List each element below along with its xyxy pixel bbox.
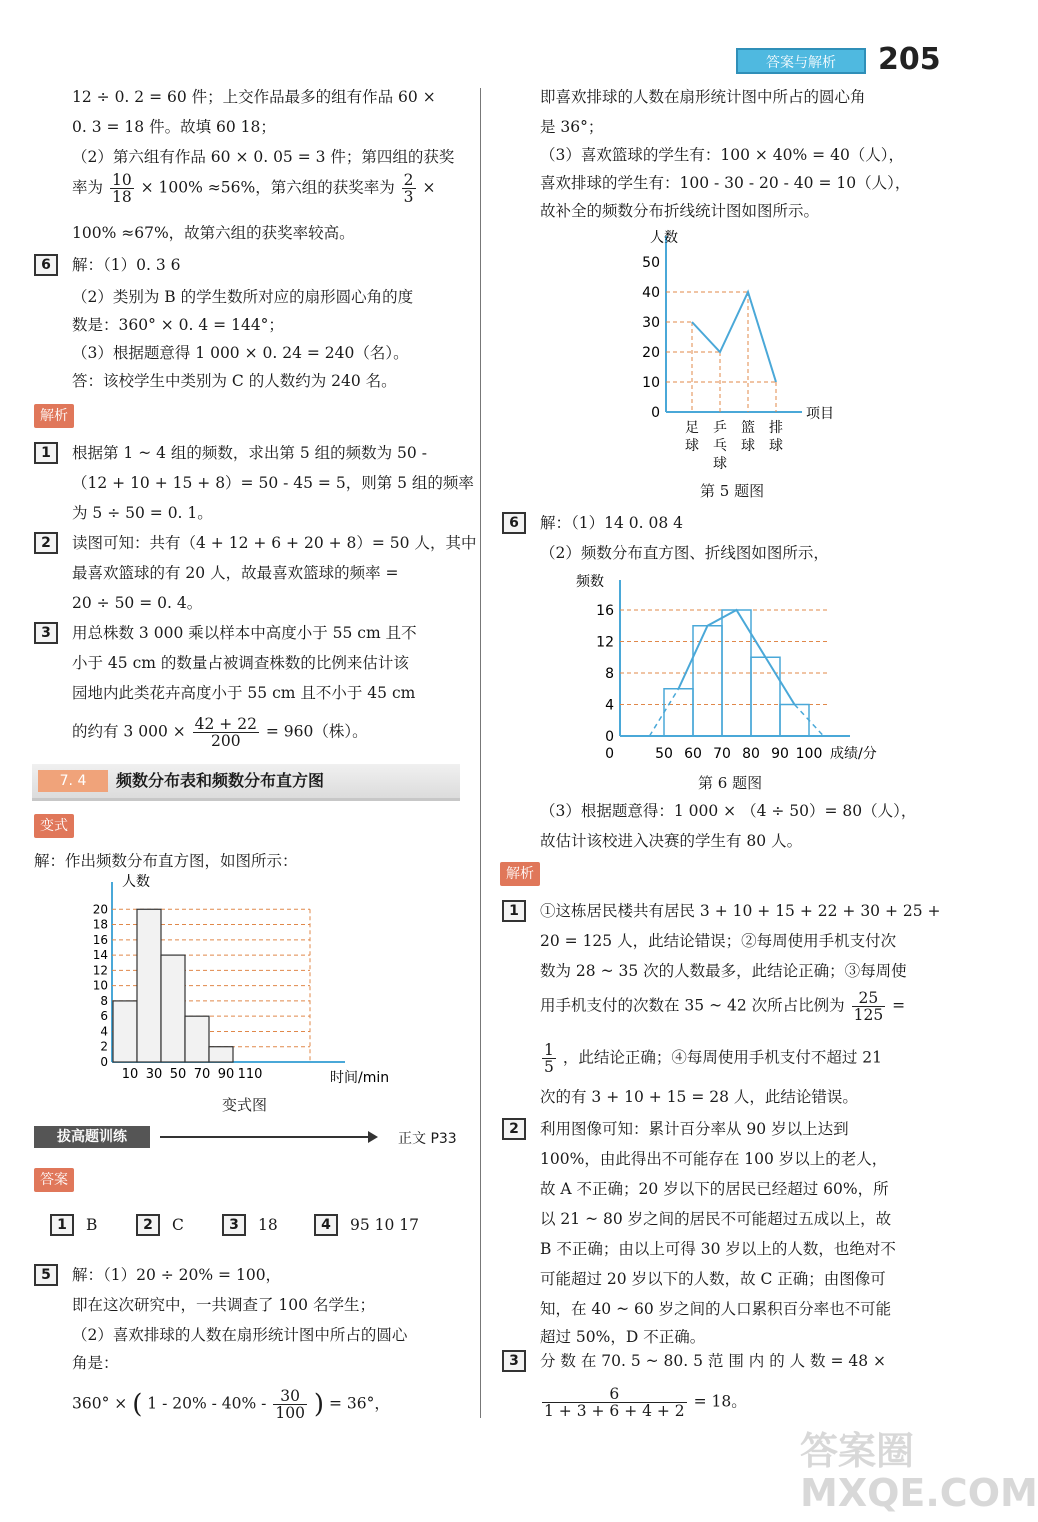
- header-tab: 答案与解析: [736, 48, 866, 74]
- y-axis-label: 人数: [122, 874, 150, 890]
- x-tick-label: 球: [685, 438, 699, 454]
- bar: [780, 705, 809, 737]
- column-divider: [480, 88, 481, 1418]
- text-line: 12 ÷ 0. 2 = 60 件；上交作品最多的组有作品 60 ×: [72, 88, 436, 106]
- x-tick-label: 球: [741, 438, 755, 454]
- y-tick-label: 2: [100, 1039, 108, 1054]
- bar: [113, 1001, 137, 1062]
- origin-label: 0: [605, 746, 614, 762]
- frac-line: 用手机支付的次数在 35 ~ 42 次所占比例为 $\frac{25}{125}$ =: [540, 989, 906, 1024]
- x-axis-label: 项目: [806, 406, 834, 422]
- question-number: 1: [502, 900, 526, 922]
- fraction: $\frac{10}{18}$: [111, 171, 132, 206]
- fraction: $\frac{42 + 22}{200}$: [194, 715, 257, 750]
- text-line: 即在这次研究中，一共调查了 100 名学生；: [72, 1296, 375, 1314]
- x-tick-label: 足: [685, 420, 699, 436]
- text-line: （2）频数分布直方图、折线图如图所示，: [540, 544, 829, 562]
- frac-line: 率为 $\frac{10}{18}$ × 100% ≈56%，第六组的获奖率为 $\frac{2}{3}$ ×: [72, 171, 436, 206]
- y-tick-label: 6: [100, 1009, 108, 1024]
- text-line: （3）根据题意得 1 000 × 0. 24 = 240（名）。: [72, 344, 409, 362]
- series-line: [692, 292, 776, 382]
- y-tick-label: 8: [605, 666, 614, 682]
- y-tick-label: 50: [642, 255, 660, 271]
- text-line: B 不正确；由以上可得 30 岁以上的人数，也绝对不: [540, 1240, 896, 1258]
- page-number: 205: [878, 42, 941, 77]
- y-tick-label: 14: [92, 948, 108, 963]
- text-line: 20 ÷ 50 = 0. 4。: [72, 594, 203, 612]
- text-line: 解：（1）0. 3 6: [72, 256, 181, 274]
- question-number: 2: [502, 1118, 526, 1140]
- bar: [664, 689, 693, 736]
- y-tick-label: 8: [100, 993, 108, 1008]
- text-line: 以 21 ~ 80 岁之间的居民不可能超过五成以上，故: [540, 1210, 892, 1228]
- text-line: 喜欢排球的学生有：100 - 30 - 20 - 40 = 10（人），: [540, 174, 911, 192]
- text-line: 故补全的频数分布折线统计图如图所示。: [540, 202, 820, 220]
- text-line: 解：（1）20 ÷ 20% = 100，: [72, 1266, 282, 1284]
- watermark: 答案圈 MXQE.COM: [800, 1429, 1038, 1515]
- x-tick-label: 90: [217, 1067, 235, 1082]
- answer-value: 95 10 17: [350, 1216, 420, 1234]
- text-line: 数是：360° × 0. 4 = 144°；: [72, 316, 284, 334]
- chart-caption: 第 6 题图: [698, 774, 763, 792]
- x-tick-label: 球: [769, 438, 783, 454]
- y-tick-label: 16: [596, 603, 614, 619]
- bar: [209, 1047, 233, 1062]
- text-line: （3）喜欢篮球的学生有：100 × 40% = 40（人），: [540, 146, 905, 164]
- bar: [185, 1016, 209, 1062]
- text-line: （2）类别为 B 的学生数所对应的扇形圆心角的度: [72, 288, 414, 306]
- section-title: 频数分布表和频数分布直方图: [116, 771, 325, 790]
- text-line: 读图可知：共有（4 + 12 + 6 + 20 + 8）= 50 人，其中: [72, 534, 477, 552]
- fraction: $\frac{6}{1 + 3 + 6 + 4 + 2}$: [544, 1385, 685, 1420]
- answer-tag: 答案: [34, 1168, 74, 1192]
- analysis-tag: 解析: [34, 404, 74, 428]
- text-line: 最喜欢篮球的有 20 人，故最喜欢篮球的频率 =: [72, 564, 399, 582]
- bar: [751, 657, 780, 736]
- y-tick-label: 0: [100, 1055, 108, 1069]
- y-tick-label: 4: [605, 697, 614, 714]
- x-axis-label: 成绩/分: [830, 746, 877, 762]
- arrow-line: [160, 1136, 372, 1138]
- arrow-head-icon: [368, 1131, 378, 1143]
- text-line: 故估计该校进入决赛的学生有 80 人。: [540, 832, 803, 850]
- text-line: 100% ≈67%，故第六组的获奖率较高。: [72, 224, 355, 242]
- answer-number: 1: [50, 1214, 74, 1236]
- x-tick-label: 70: [193, 1067, 211, 1082]
- answer-value: 18: [258, 1216, 278, 1234]
- text-line: 答：该校学生中类别为 C 的人数约为 240 名。: [72, 372, 397, 390]
- question-number: 2: [34, 532, 58, 554]
- bar: [693, 626, 722, 736]
- text-line: （2）第六组有作品 60 × 0. 05 = 3 件；第四组的获奖: [72, 148, 455, 166]
- question-number: 3: [34, 622, 58, 644]
- training-label: 拔高题训练: [34, 1126, 150, 1148]
- y-tick-label: 0: [605, 729, 614, 745]
- histogram-q6: [560, 566, 900, 766]
- bar: [137, 909, 161, 1062]
- y-axis-label: 频数: [576, 574, 604, 590]
- variant-tag: 变式: [34, 814, 74, 838]
- x-tick-label: 80: [742, 746, 760, 762]
- section-header: [32, 764, 460, 801]
- frac-line: 的约有 3 000 × $\frac{42 + 22}{200}$ = 960（株）。: [72, 715, 368, 750]
- text-line: 分 数 在 70. 5 ~ 80. 5 范 围 内 的 人 数 = 48 ×: [540, 1352, 887, 1370]
- fraction: $\frac{25}{125}$: [853, 989, 884, 1024]
- text-line: 次的有 3 + 10 + 15 = 28 人，此结论错误。: [540, 1088, 858, 1106]
- text-line: 数为 28 ~ 35 次的人数最多，此结论正确；③每周使: [540, 962, 907, 980]
- text-line: 即喜欢排球的人数在扇形统计图中所占的圆心角: [540, 88, 866, 106]
- chart-caption: 第 5 题图: [700, 482, 765, 500]
- formula-line: 360° × ( 1 - 20% - 40% - $\frac{30}{100}$ ) = 36°，: [72, 1387, 390, 1422]
- text-line: 可能超过 20 岁以下的人数，故 C 正确；由图像可: [540, 1270, 886, 1288]
- chart-caption: 变式图: [222, 1096, 268, 1114]
- analysis-tag: 解析: [500, 862, 540, 886]
- text-line: 园地内此类花卉高度小于 55 cm 且不小于 45 cm: [72, 684, 416, 702]
- line-chart-q5: [610, 222, 850, 478]
- text-line: ①这栋居民楼共有居民 3 + 10 + 15 + 22 + 30 + 25 +: [540, 902, 941, 920]
- y-tick-label: 20: [92, 902, 108, 917]
- text-line: 为 5 ÷ 50 = 0. 1。: [72, 504, 213, 522]
- text-line: 小于 45 cm 的数量占被调查株数的比例来估计该: [72, 654, 409, 672]
- text-line: 角是：: [72, 1354, 119, 1372]
- fraction: $\frac{30}{100}$: [275, 1387, 305, 1422]
- x-tick-label: 90: [771, 746, 789, 762]
- y-tick-label: 10: [642, 375, 660, 391]
- x-tick-label: 60: [684, 746, 702, 762]
- text-line: 故 A 不正确；20 岁以下的居民已经超过 60%，所: [540, 1180, 889, 1198]
- x-tick-label: 排: [769, 420, 783, 436]
- y-tick-label: 12: [92, 963, 108, 978]
- text-line: （2）喜欢排球的人数在扇形统计图中所占的圆心: [72, 1326, 408, 1344]
- x-tick-label: 篮: [741, 420, 755, 436]
- text-line: 解：作出频数分布直方图，如图所示：: [34, 852, 298, 870]
- answer-number: 4: [314, 1214, 338, 1236]
- text-line: 利用图像可知：累计百分率从 90 岁以上达到: [540, 1120, 849, 1138]
- text-line: 20 = 125 人，此结论错误；②每周使用手机支付次: [540, 932, 897, 950]
- y-axis-label: 人数: [650, 230, 678, 246]
- text-line: 用总株数 3 000 乘以样本中高度小于 55 cm 且不: [72, 624, 417, 642]
- text-line: 根据第 1 ~ 4 组的频数，求出第 5 组的频数为 50 -: [72, 444, 427, 462]
- text-line: （12 + 10 + 15 + 8）= 50 - 45 = 5，则第 5 组的频率: [72, 474, 474, 492]
- fraction: $\frac{2}{3}$: [403, 171, 414, 206]
- text-line: 超过 50%，D 不正确。: [540, 1328, 706, 1346]
- x-tick-label: 乒: [713, 420, 727, 436]
- fraction: $\frac{1}{5}$: [544, 1041, 554, 1076]
- y-tick-label: 10: [92, 978, 108, 993]
- section-number: 7. 4: [38, 770, 108, 792]
- x-tick-label: 乓: [713, 438, 727, 454]
- x-tick-label: 100: [795, 746, 823, 762]
- x-axis-label: 时间/min: [330, 1070, 390, 1086]
- text-line: 解：（1）14 0. 08 4: [540, 514, 683, 532]
- text-line: 是 36°；: [540, 118, 604, 136]
- question-number: 3: [502, 1350, 526, 1372]
- bar: [161, 955, 185, 1062]
- x-tick-label: 30: [145, 1067, 163, 1082]
- text-line: 知，在 40 ~ 60 岁之间的人口累积百分率也不可能: [540, 1300, 892, 1318]
- answer-value: B: [86, 1216, 98, 1234]
- x-tick-label: 110: [237, 1067, 263, 1082]
- y-tick-label: 12: [596, 634, 614, 651]
- question-number: 6: [34, 254, 58, 276]
- variant-histogram: [80, 872, 420, 1092]
- answer-value: C: [172, 1216, 184, 1234]
- x-tick-label: 球: [713, 456, 727, 472]
- y-tick-label: 4: [100, 1024, 108, 1039]
- question-number: 6: [502, 512, 526, 534]
- frac-line: $\frac{1}{5}$ ，此结论正确；④每周使用手机支付不超过 21: [544, 1041, 882, 1076]
- y-tick-label: 30: [642, 315, 660, 331]
- page-ref: 正文 P33: [398, 1131, 457, 1147]
- answer-number: 2: [136, 1214, 160, 1236]
- question-number: 1: [34, 442, 58, 464]
- x-tick-label: 50: [169, 1067, 187, 1082]
- y-tick-label: 40: [642, 285, 660, 301]
- y-tick-label: 0: [651, 405, 660, 421]
- x-tick-label: 50: [655, 746, 673, 762]
- frac-line: $\frac{6}{1 + 3 + 6 + 4 + 2}$ = 18。: [544, 1385, 747, 1420]
- text-line: （3）根据题意得：1 000 × （4 ÷ 50）= 80（人），: [540, 802, 917, 820]
- y-tick-label: 18: [92, 917, 108, 932]
- y-tick-label: 16: [92, 932, 108, 947]
- y-tick-label: 20: [642, 345, 660, 361]
- answer-number: 3: [222, 1214, 246, 1236]
- text-line: 100%，由此得出不可能存在 100 岁以上的老人，: [540, 1150, 888, 1168]
- x-tick-label: 70: [713, 746, 731, 762]
- question-number: 5: [34, 1264, 58, 1286]
- text-line: 0. 3 = 18 件。故填 60 18；: [72, 118, 276, 136]
- x-tick-label: 10: [121, 1067, 139, 1082]
